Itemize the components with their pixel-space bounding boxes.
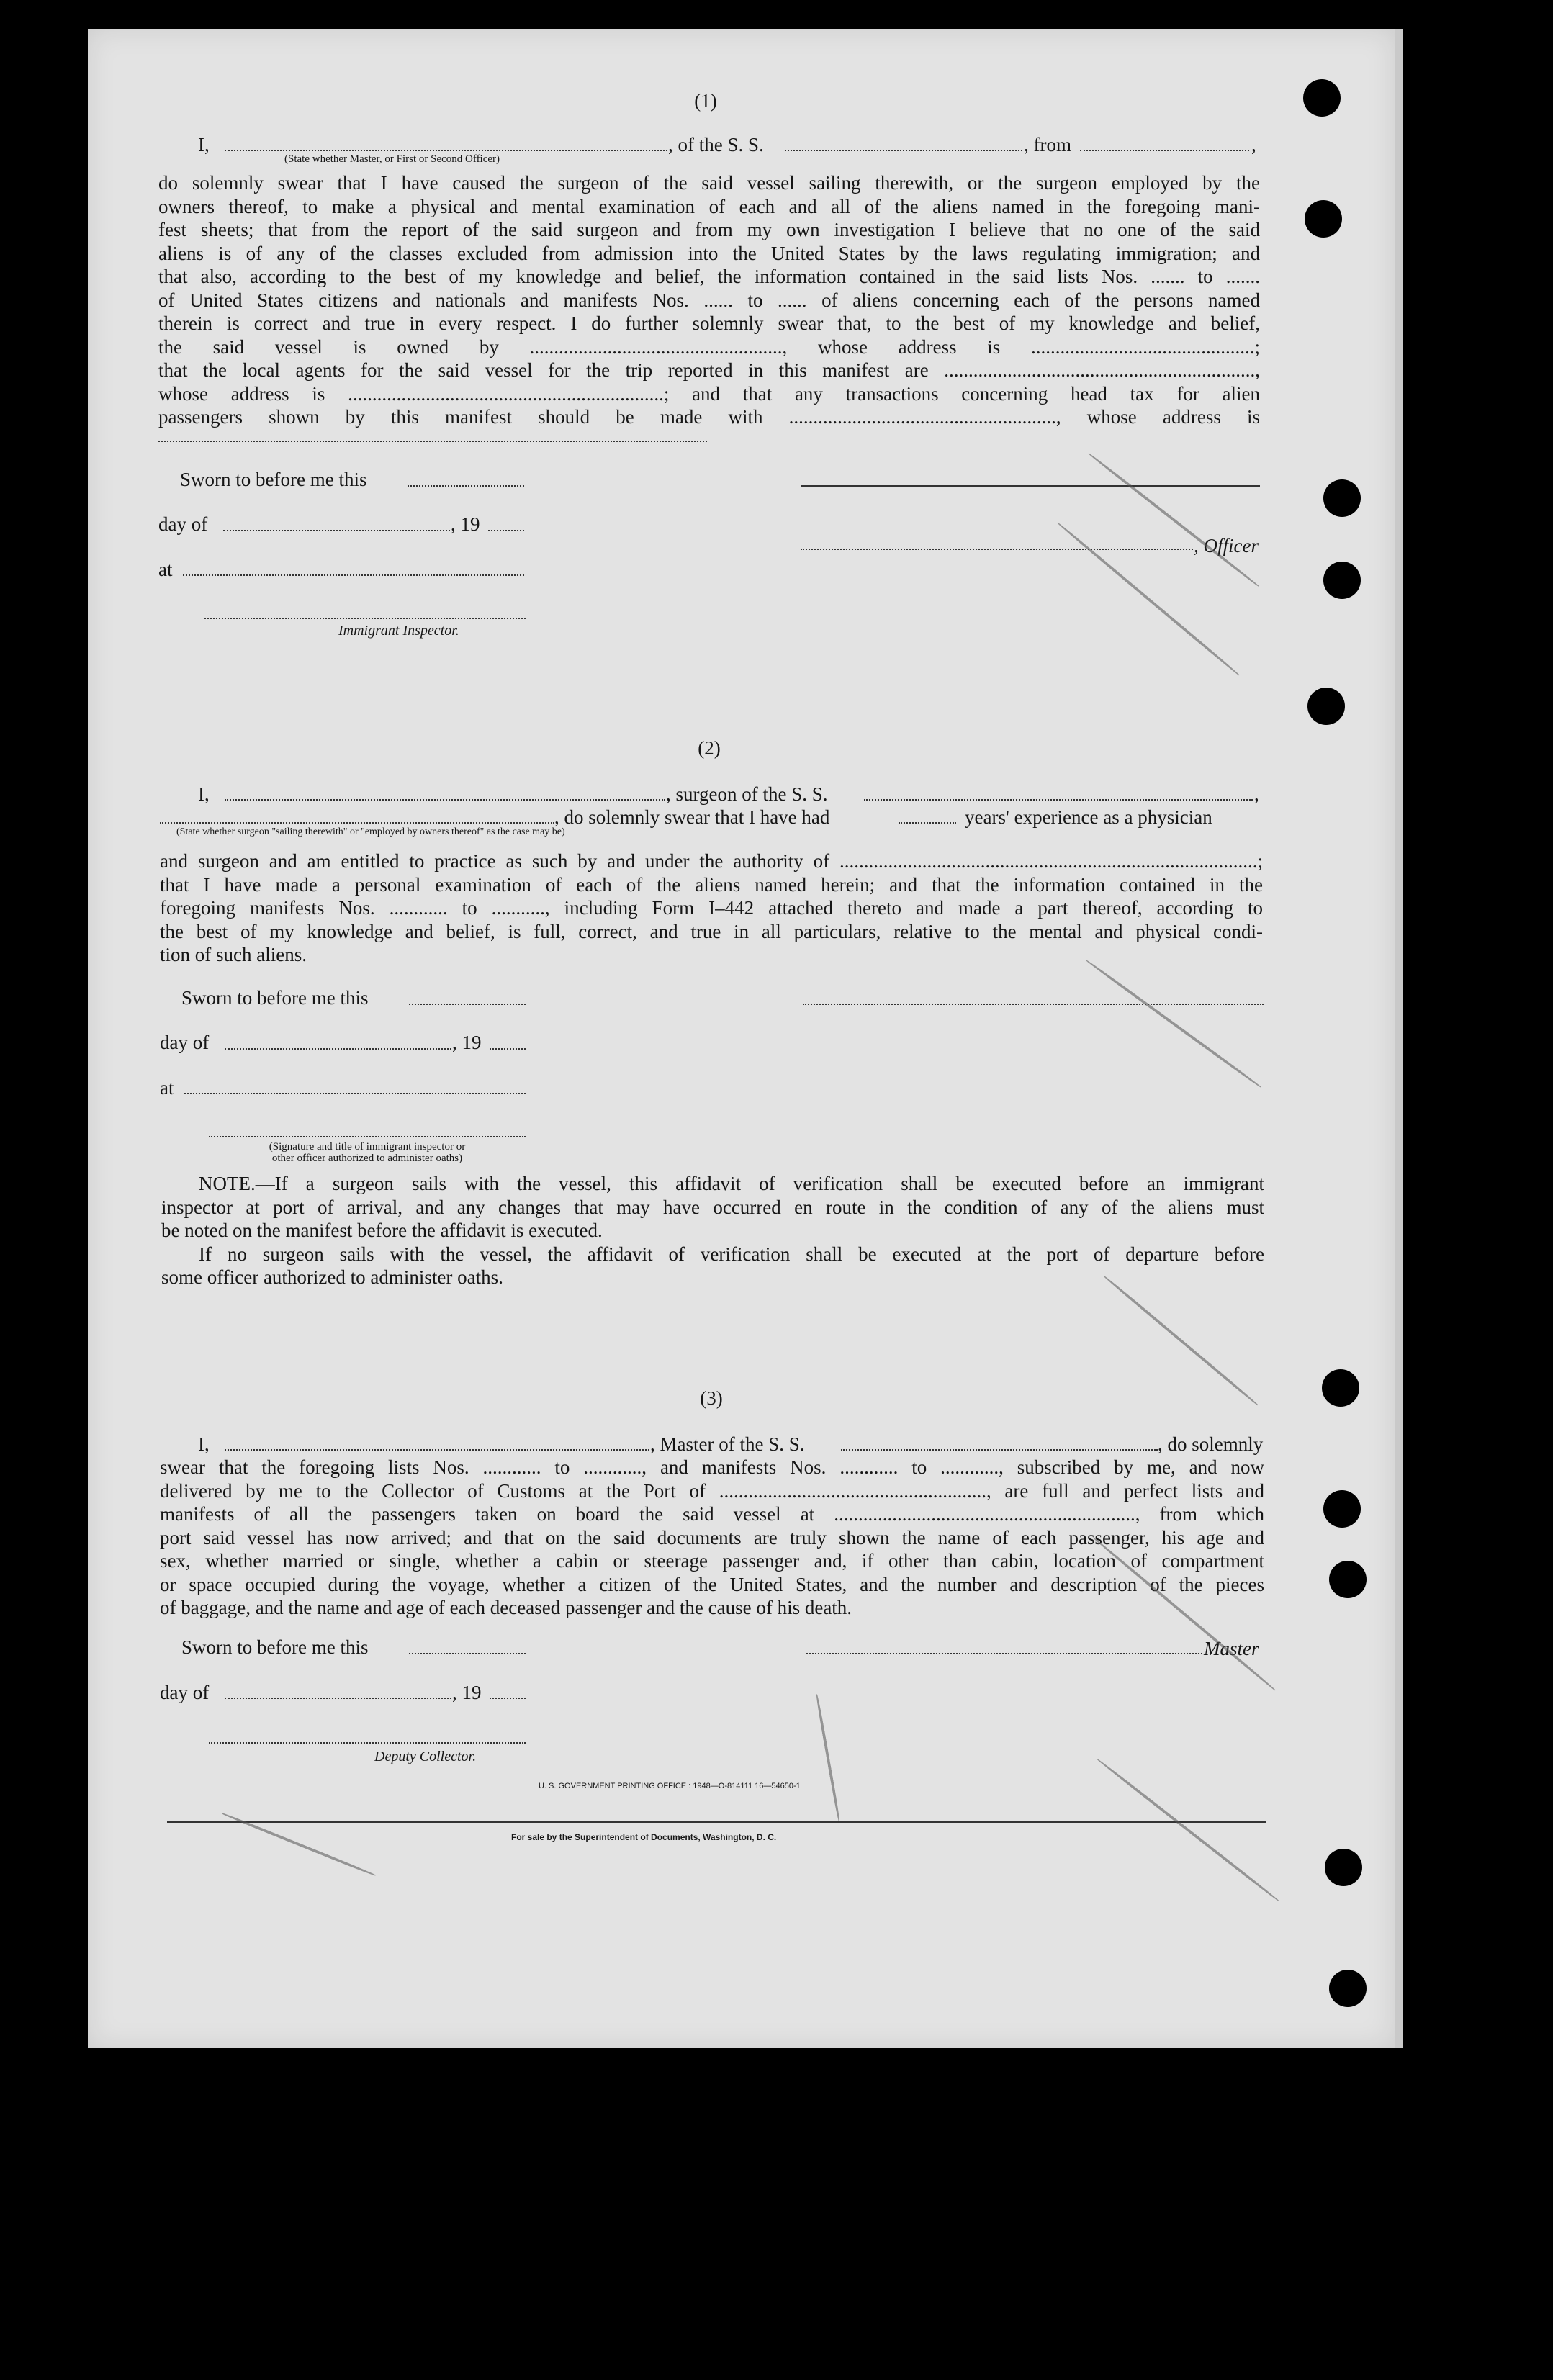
- year-label: , 19: [452, 1032, 482, 1053]
- master-name-field[interactable]: [225, 1449, 649, 1451]
- punch-hole: [1329, 1561, 1367, 1598]
- signature-caption-2: other officer authorized to administer oaths): [271, 1153, 463, 1164]
- section-2-i: I,: [198, 783, 210, 805]
- punch-hole: [1303, 79, 1341, 117]
- day-of-label: day of: [160, 1032, 210, 1053]
- oath-line: and surgeon and am entitled to practice as such by and under the authority of ......................................................................................;: [160, 850, 1263, 872]
- at-place-field[interactable]: [184, 1093, 526, 1094]
- sheet-edge: [1395, 29, 1403, 2048]
- oath-line: that the local agents for the said vessel for the trip reported in this manifest are ................................................................,: [158, 359, 1260, 381]
- note-line: some officer authorized to administer oaths.: [161, 1266, 503, 1288]
- caption-master-rank: (State whether Master, or First or Second Officer): [284, 153, 500, 165]
- master-swear: , do solemnly: [1158, 1433, 1264, 1455]
- surgeon-vessel-field[interactable]: [864, 799, 1253, 801]
- oath-line: or space occupied during the voyage, whether a citizen of the United States, and the number and description of the pieces: [160, 1573, 1264, 1595]
- day-of-field[interactable]: [225, 1048, 451, 1050]
- note-line: be noted on the manifest before the affidavit is executed.: [161, 1220, 603, 1241]
- day-of-field[interactable]: [225, 1698, 451, 1699]
- punch-hole: [1307, 688, 1345, 725]
- oath-line: foregoing manifests Nos. ............ to ..........., including Form I–442 attached thereto and made a part thereof, according to: [160, 897, 1263, 919]
- note-text: [161, 1172, 1264, 1289]
- oath-line: do solemnly swear that I have caused the surgeon of the said vessel sailing therewith, or the surgeon employed by the: [158, 172, 1260, 194]
- footer-rule: [167, 1821, 1266, 1823]
- master-of-ss: , Master of the S. S.: [650, 1433, 805, 1455]
- at-place-field[interactable]: [183, 574, 524, 576]
- caption-surgeon-type: (State whether surgeon "sailing therewith" or "employed by owners thereof" as the case may be): [176, 826, 565, 837]
- for-sale-notice: For sale by the Superintendent of Documents, Washington, D. C.: [511, 1832, 777, 1842]
- comma: ,: [1254, 783, 1259, 805]
- oath-line: aliens is of any of the classes excluded from admission into the United States by the laws regulating immigration; and: [158, 242, 1260, 264]
- surgeon-name-field[interactable]: [225, 799, 665, 801]
- sworn-date-field[interactable]: [409, 1004, 526, 1005]
- surgeon-swear: , do solemnly swear that I have had: [554, 806, 830, 828]
- punch-hole: [1322, 1369, 1359, 1407]
- punch-hole: [1325, 1849, 1362, 1886]
- surgeon-type-field[interactable]: [160, 822, 554, 824]
- oath-line: delivered by me to the Collector of Customs at the Port of ......................................................., are full and perfect lists and: [160, 1479, 1264, 1502]
- master-label: Master: [1204, 1638, 1259, 1659]
- oath-line: that also, according to the best of my knowledge and belief, the information contained in the said lists Nos. ....... to .......: [158, 266, 1260, 287]
- year-field[interactable]: [490, 1698, 526, 1699]
- years-experience-label: years' experience as a physician: [965, 806, 1212, 828]
- departure-port-field[interactable]: [1080, 150, 1249, 151]
- section-1-number: (1): [694, 90, 717, 112]
- officer-label: , Officer: [1194, 535, 1259, 556]
- section-1-from: , from: [1024, 134, 1071, 155]
- note-line: NOTE.—If a surgeon sails with the vessel, this affidavit of verification shall be executed before an immigrant: [199, 1173, 1264, 1194]
- punch-hole: [1323, 562, 1361, 599]
- section-3-i: I,: [198, 1433, 210, 1455]
- oath-line: tion of such aliens.: [160, 944, 307, 965]
- section-3-number: (3): [700, 1387, 723, 1409]
- comma: ,: [1251, 134, 1256, 155]
- deputy-signature-line[interactable]: [209, 1742, 526, 1744]
- year-field[interactable]: [490, 1048, 526, 1050]
- at-label: at: [158, 559, 173, 580]
- punch-hole: [1323, 479, 1361, 517]
- sworn-label: Sworn to before me this: [181, 1636, 369, 1658]
- vessel-name-field[interactable]: [785, 150, 1022, 151]
- signature-caption-1: (Signature and title of immigrant inspector or: [269, 1141, 466, 1153]
- section-2-number: (2): [698, 737, 721, 759]
- day-of-field[interactable]: [223, 530, 450, 531]
- section-1-of-ss: , of the S. S.: [668, 134, 764, 155]
- inspector-label: Immigrant Inspector.: [338, 623, 459, 639]
- oath-line: owners thereof, to make a physical and mental examination of each and all of the aliens named in the foregoing mani-: [158, 195, 1260, 217]
- year-label: , 19: [451, 513, 480, 535]
- officer-signature-field[interactable]: [801, 549, 1193, 550]
- oath-line: that I have made a personal examination of each of the aliens named herein; and that the information contained in the: [160, 873, 1263, 896]
- surgeon-signature-field[interactable]: [803, 1004, 1264, 1005]
- section-2-oath-text: [160, 849, 1263, 967]
- oath-line: fest sheets; that from the report of the said surgeon and from my own investigation I believe that no one of the said: [158, 219, 1260, 240]
- sworn-date-field[interactable]: [408, 485, 524, 487]
- punch-hole: [1323, 1490, 1361, 1528]
- oath-line: of baggage, and the name and age of each deceased passenger and the cause of his death.: [160, 1597, 852, 1618]
- master-rank-field[interactable]: [225, 150, 667, 151]
- oath-line: therein is correct and true in every respect. I do further solemnly swear that, to the best of my knowledge and belief,: [158, 312, 1260, 334]
- section-1-oath-text: [158, 171, 1260, 429]
- at-label: at: [160, 1077, 174, 1099]
- section-1-i: I,: [198, 134, 210, 155]
- deputy-label: Deputy Collector.: [374, 1749, 477, 1764]
- head-tax-address-field[interactable]: [158, 441, 707, 442]
- day-of-label: day of: [160, 1682, 210, 1703]
- oath-line: sex, whether married or single, whether a cabin or steerage passenger and, if other than cabin, location of compartment: [160, 1550, 1264, 1572]
- day-of-label: day of: [158, 513, 208, 535]
- master-vessel-field[interactable]: [841, 1449, 1158, 1451]
- printing-office-imprint: U. S. GOVERNMENT PRINTING OFFICE : 1948—O-814111 16—54650-1: [539, 1782, 801, 1790]
- oath-line: manifests of all the passengers taken on board the said vessel at .............................................................., from which: [160, 1503, 1264, 1525]
- oath-line: whose address is .................................................................; and that any transactions concerning head tax for alien: [158, 382, 1260, 405]
- master-signature-field[interactable]: [806, 1653, 1202, 1654]
- oath-line: the best of my knowledge and belief, is full, correct, and true in all particulars, relative to the mental and physical condi-: [160, 920, 1263, 942]
- surgeon-of-ss: , surgeon of the S. S.: [666, 783, 828, 805]
- inspector-signature-line[interactable]: [209, 1136, 526, 1137]
- sworn-date-field[interactable]: [409, 1653, 526, 1654]
- oath-line: of United States citizens and nationals and manifests Nos. ...... to ...... of aliens concerning each of the persons named: [158, 289, 1260, 311]
- note-line: inspector at port of arrival, and any changes that may have occurred en route in the condition of any of the aliens must: [161, 1196, 1264, 1218]
- years-experience-field[interactable]: [899, 822, 956, 824]
- oath-line: port said vessel has now arrived; and that on the said documents are truly shown the name of each passenger, his age and: [160, 1526, 1264, 1549]
- oath-line: passengers shown by this manifest should be made with ......................................................., whose address is: [158, 406, 1260, 428]
- sworn-label: Sworn to before me this: [180, 469, 367, 490]
- section-3-oath-text: [160, 1456, 1264, 1620]
- oath-line: swear that the foregoing lists Nos. ............ to ............, and manifests Nos. ............ to ............, subscribed by me, and now: [160, 1456, 1264, 1478]
- punch-hole: [1305, 200, 1342, 238]
- signature-line[interactable]: [801, 485, 1260, 487]
- year-field[interactable]: [488, 530, 524, 531]
- oath-line: the said vessel is owned by ...................................................., whose address is ..............................................;: [158, 335, 1260, 358]
- note-line: If no surgeon sails with the vessel, the affidavit of verification shall be executed at the port of departure before: [199, 1243, 1264, 1265]
- punch-hole: [1329, 1970, 1367, 2007]
- sworn-label: Sworn to before me this: [181, 987, 369, 1009]
- year-label: , 19: [452, 1682, 482, 1703]
